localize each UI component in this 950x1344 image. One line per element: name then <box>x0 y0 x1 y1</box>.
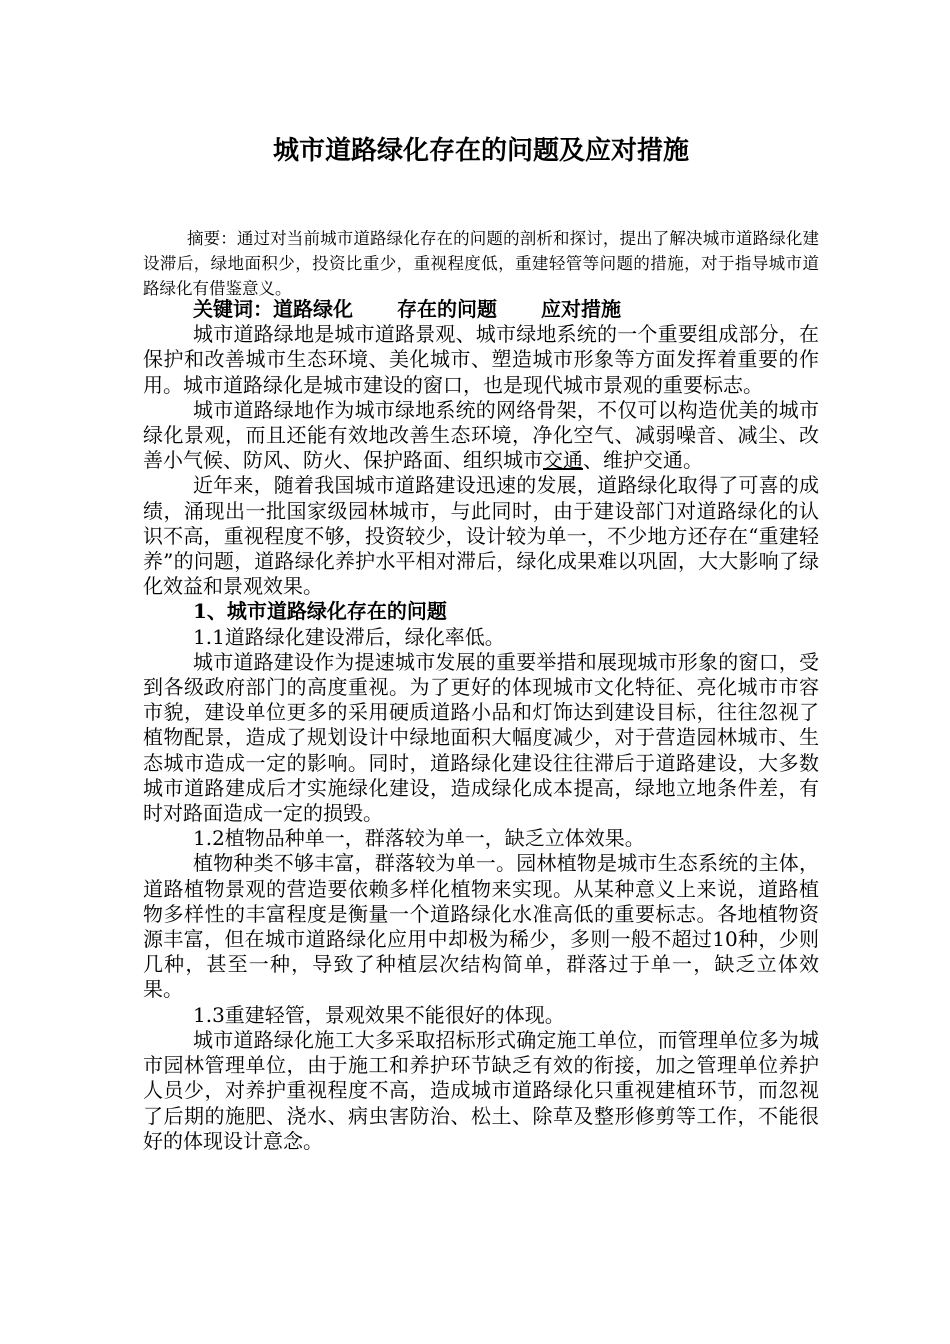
paragraph: 近年来，随着我国城市道路建设迅速的发展，道路绿化取得了可喜的成绩，涌现出一批国家级园林城市，与此同时，由于建设部门对道路绿化的认识不高，重视程度不够，投资较少，设计较为单一，不少地方还存在“重建轻养”的问题，道路绿化养护水平相对滞后，绿化成果难以巩固，大大影响了绿化效益和景观效果。 <box>143 473 819 599</box>
section-heading: 1、城市道路绿化存在的问题 <box>193 599 447 624</box>
subsection-heading: 1.3重建轻管，景观效果不能很好的体现。 <box>193 1002 565 1027</box>
document-body <box>143 297 819 1154</box>
keyword-item: 道路绿化 <box>273 297 353 321</box>
keyword-item: 应对措施 <box>541 297 621 321</box>
paragraph-text: 、维护交通。 <box>583 448 703 473</box>
paragraph: 植物种类不够丰富，群落较为单一。园林植物是城市生态系统的主体，道路植物景观的营造要依赖多样化植物来实现。从某种意义上来说，道路植物多样性的丰富程度是衡量一个道路绿化水准高低的重要标志。各地植物资源丰富，但在城市道路绿化应用中却极为稀少，多则一般不超过10种，少则几种，甚至一种，导致了种植层次结构简单，群落过于单一，缺乏立体效果。 <box>143 851 819 1002</box>
paragraph: 城市道路建设作为提速城市发展的重要举措和展现城市形象的窗口，受到各级政府部门的高度重视。为了更好的体现城市文化特征、亮化城市市容市貌，建设单位更多的采用硬质道路小品和灯饰达到建设目标，往往忽视了植物配景，造成了规划设计中绿地面积大幅度减少，对于营造园林城市、生态城市造成一定的影响。同时，道路绿化建设往往滞后于道路建设，大多数城市道路建成后才实施绿化建设，造成绿化成本提高，绿地立地条件差，有时对路面造成一定的损毁。 <box>143 649 819 826</box>
paragraph: 城市道路绿化施工大多采取招标形式确定施工单位，而管理单位多为城市园林管理单位，由于施工和养护环节缺乏有效的衔接，加之管理单位养护人员少，对养护重视程度不高，造成城市道路绿化只重视建植环节，而忽视了后期的施肥、浇水、病虫害防治、松土、除草及整形修剪等工作，不能很好的体现设计意念。 <box>143 1027 819 1153</box>
document-title: 城市道路绿化存在的问题及应对措施 <box>273 136 690 166</box>
paragraph <box>143 398 819 474</box>
subsection-heading: 1.1道路绿化建设滞后，绿化率低。 <box>193 624 505 649</box>
traffic-link[interactable]: 交通 <box>543 448 583 473</box>
paragraph: 城市道路绿地是城市道路景观、城市绿地系统的一个重要组成部分，在保护和改善城市生态环境、美化城市、塑造城市形象等方面发挥着重要的作用。城市道路绿化是城市建设的窗口，也是现代城市景观的重要标志。 <box>143 322 819 397</box>
paragraph-text: 城市道路绿地作为城市绿地系统的网络骨架，不仅可以构造优美的城市绿化景观，而且还能有效地改善生态环境，净化空气、减弱噪音、减尘、改善小气候、防风、防火、保护路面、组织城市 <box>143 397 819 473</box>
keywords-label: 关键词： <box>193 297 273 321</box>
keywords-line <box>143 297 819 322</box>
abstract: 摘要：通过对当前城市道路绿化存在的问题的剖析和探讨，提出了解决城市道路绿化建设滞后，绿地面积少，投资比重少，重视程度低，重建轻管等问题的措施，对于指导城市道路绿化有借鉴意义。 <box>143 229 819 298</box>
keyword-item: 存在的问题 <box>397 297 497 321</box>
subsection-heading: 1.2植物品种单一，群落较为单一，缺乏立体效果。 <box>193 826 645 851</box>
